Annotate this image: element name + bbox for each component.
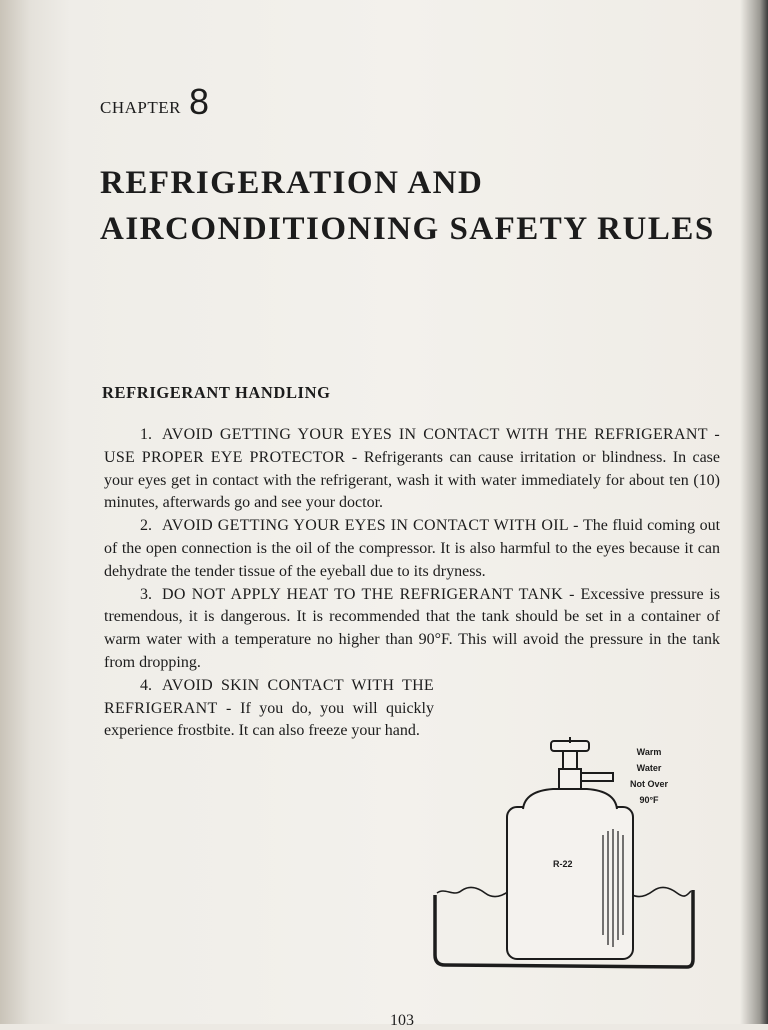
list-item bbox=[104, 515, 720, 583]
water-label-line: 90°F bbox=[639, 795, 659, 805]
water-label-line: Warm bbox=[636, 747, 662, 757]
chapter-heading bbox=[100, 81, 209, 122]
item-number: 3. bbox=[140, 585, 152, 603]
item-number: 2. bbox=[140, 517, 152, 535]
item-heading: AVOID GETTING YOUR EYES IN CONTACT WITH OIL - bbox=[162, 517, 579, 535]
water-label-line: Not Over bbox=[629, 779, 669, 789]
item-heading: DO NOT APPLY HEAT TO THE REFRIGERANT TANK - bbox=[162, 585, 575, 603]
section-heading: REFRIGERANT HANDLING bbox=[102, 383, 331, 402]
valve-stem bbox=[563, 751, 577, 769]
chapter-number: 8 bbox=[188, 81, 209, 122]
item-number: 1. bbox=[140, 426, 152, 443]
item-heading: AVOID SKIN CONTACT WITH THE REFRIGERANT - bbox=[104, 676, 434, 717]
list-item bbox=[104, 424, 720, 515]
item-text: Refrigerants can cause irritation or blindness. In case your eyes get in contact with the refrigerant, wash it with water immediately for about ten (10) minutes, afterwards go and see your doctor. bbox=[104, 448, 721, 512]
list-item bbox=[104, 675, 434, 743]
page-number: 103 bbox=[390, 1012, 414, 1029]
item-text: If you do, you will quickly experience frostbite. It can also freeze your hand. bbox=[104, 699, 434, 740]
chapter-title: REFRIGERATION AND AIRCONDITIONING SAFETY RULES bbox=[100, 165, 715, 247]
water-label-line: Water bbox=[636, 763, 662, 773]
item-number: 4. bbox=[140, 676, 152, 694]
item-heading: AVOID GETTING YOUR EYES IN CONTACT WITH THE REFRIGERANT - USE PROPER EYE PROTECTOR - bbox=[104, 426, 720, 466]
tank-shoulder bbox=[523, 789, 617, 809]
valve-outlet bbox=[581, 773, 613, 781]
tank-valve bbox=[559, 769, 581, 789]
refrigerant-tank bbox=[507, 807, 633, 959]
chapter-label: CHAPTER bbox=[100, 98, 181, 117]
item-text: The fluid coming out of the open connection is the oil of the compressor. It is also harmful to the eyes because it can dehydrate the tender tissue of the eyeball due to its dryness. bbox=[104, 517, 721, 580]
item-text: Excessive pressure is tremendous, it is dangerous. It is recommended that the tank should be set in a container of warm water with a temperature no higher than 90°F. This will avoid the pressure in the tank from dropping. bbox=[104, 585, 720, 671]
refrigerant-tank-diagram bbox=[425, 735, 715, 985]
body-text bbox=[104, 424, 720, 743]
list-item bbox=[104, 584, 720, 675]
tank-label: R-22 bbox=[553, 859, 573, 869]
